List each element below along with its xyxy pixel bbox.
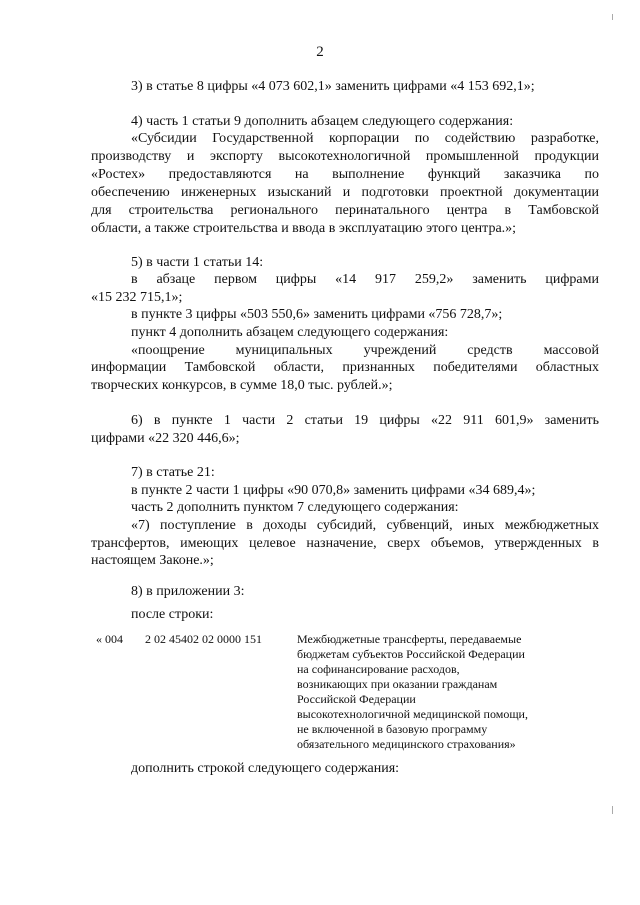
description-line: высокотехнологичной медицинской помощи, <box>297 707 528 721</box>
scan-mark <box>612 14 613 20</box>
item-5-line: «15 232 715,1»; <box>91 290 183 305</box>
item-5-line: «поощрение муниципальных учреждений средств массовой <box>131 343 599 358</box>
item-6-line: 6) в пункте 1 части 2 статьи 19 цифры «22 911 601,9» заменить <box>131 413 599 428</box>
item-7-line: часть 2 дополнить пунктом 7 следующего содержания: <box>131 500 459 515</box>
item-4-line: области, а также строительства и ввода в эксплуатацию этого центра.»; <box>91 221 517 236</box>
admin-code-cell: « 004 <box>96 632 123 646</box>
item-7-line: «7) поступление в доходы субсидий, субвенций, иных межбюджетных <box>131 518 599 533</box>
item-7-intro: 7) в статье 21: <box>131 465 215 480</box>
description-line: обязательного медицинского страхования» <box>297 737 516 751</box>
description-line: бюджетам субъектов Российской Федерации <box>297 647 525 661</box>
item-4-line: производству и экспорту высокотехнологичной промышленной продукции <box>91 149 599 164</box>
page-number: 2 <box>316 44 324 60</box>
item-5-line: творческих конкурсов, в сумме 18,0 тыс. рублей.»; <box>91 378 393 393</box>
item-5-line: в пункте 3 цифры «503 550,6» заменить цифрами «756 728,7»; <box>131 307 503 322</box>
description-line: Межбюджетные трансферты, передаваемые <box>297 632 522 646</box>
description-cell <box>297 632 587 752</box>
scan-mark <box>612 806 613 814</box>
closing-line: дополнить строкой следующего содержания: <box>131 761 400 776</box>
item-3: 3) в статье 8 цифры «4 073 602,1» заменить цифрами «4 153 692,1»; <box>131 79 535 94</box>
description-line: Российской Федерации <box>297 692 416 706</box>
description-line: возникающих при оказании гражданам <box>297 677 498 691</box>
item-4-line: «Ростех» предоставляются на выполнение функций заказчика по <box>91 167 599 182</box>
item-5-line: информации Тамбовской области, признанных победителями областных <box>91 360 599 375</box>
item-4-line: обеспечению инженерных изысканий и подготовки проектной документации <box>91 185 599 200</box>
item-7-line: в пункте 2 части 1 цифры «90 070,8» заменить цифрами «34 689,4»; <box>131 483 536 498</box>
item-4-line: для строительства регионального перинатального центра в Тамбовской <box>91 203 599 218</box>
description-line: на софинансирование расходов, <box>297 662 460 676</box>
kbk-code-cell: 2 02 45402 02 0000 151 <box>145 632 262 646</box>
after-row-label: после строки: <box>131 607 214 622</box>
item-6-line: цифрами «22 320 446,6»; <box>91 431 240 446</box>
item-8-intro: 8) в приложении 3: <box>131 584 245 599</box>
item-5-intro: 5) в части 1 статьи 14: <box>131 255 264 270</box>
item-7-line: трансфертов, имеющих целевое назначение, сверх объемов, утвержденных в <box>91 536 599 551</box>
item-7-line: настоящем Законе.»; <box>91 553 214 568</box>
description-line: не включенной в базовую программу <box>297 722 488 736</box>
item-5-line: в абзаце первом цифры «14 917 259,2» заменить цифрами <box>131 272 599 287</box>
item-4-intro: 4) часть 1 статьи 9 дополнить абзацем следующего содержания: <box>131 114 514 129</box>
item-4-line: «Субсидии Государственной корпорации по содействию разработке, <box>131 131 599 146</box>
item-5-line: пункт 4 дополнить абзацем следующего содержания: <box>131 325 449 340</box>
